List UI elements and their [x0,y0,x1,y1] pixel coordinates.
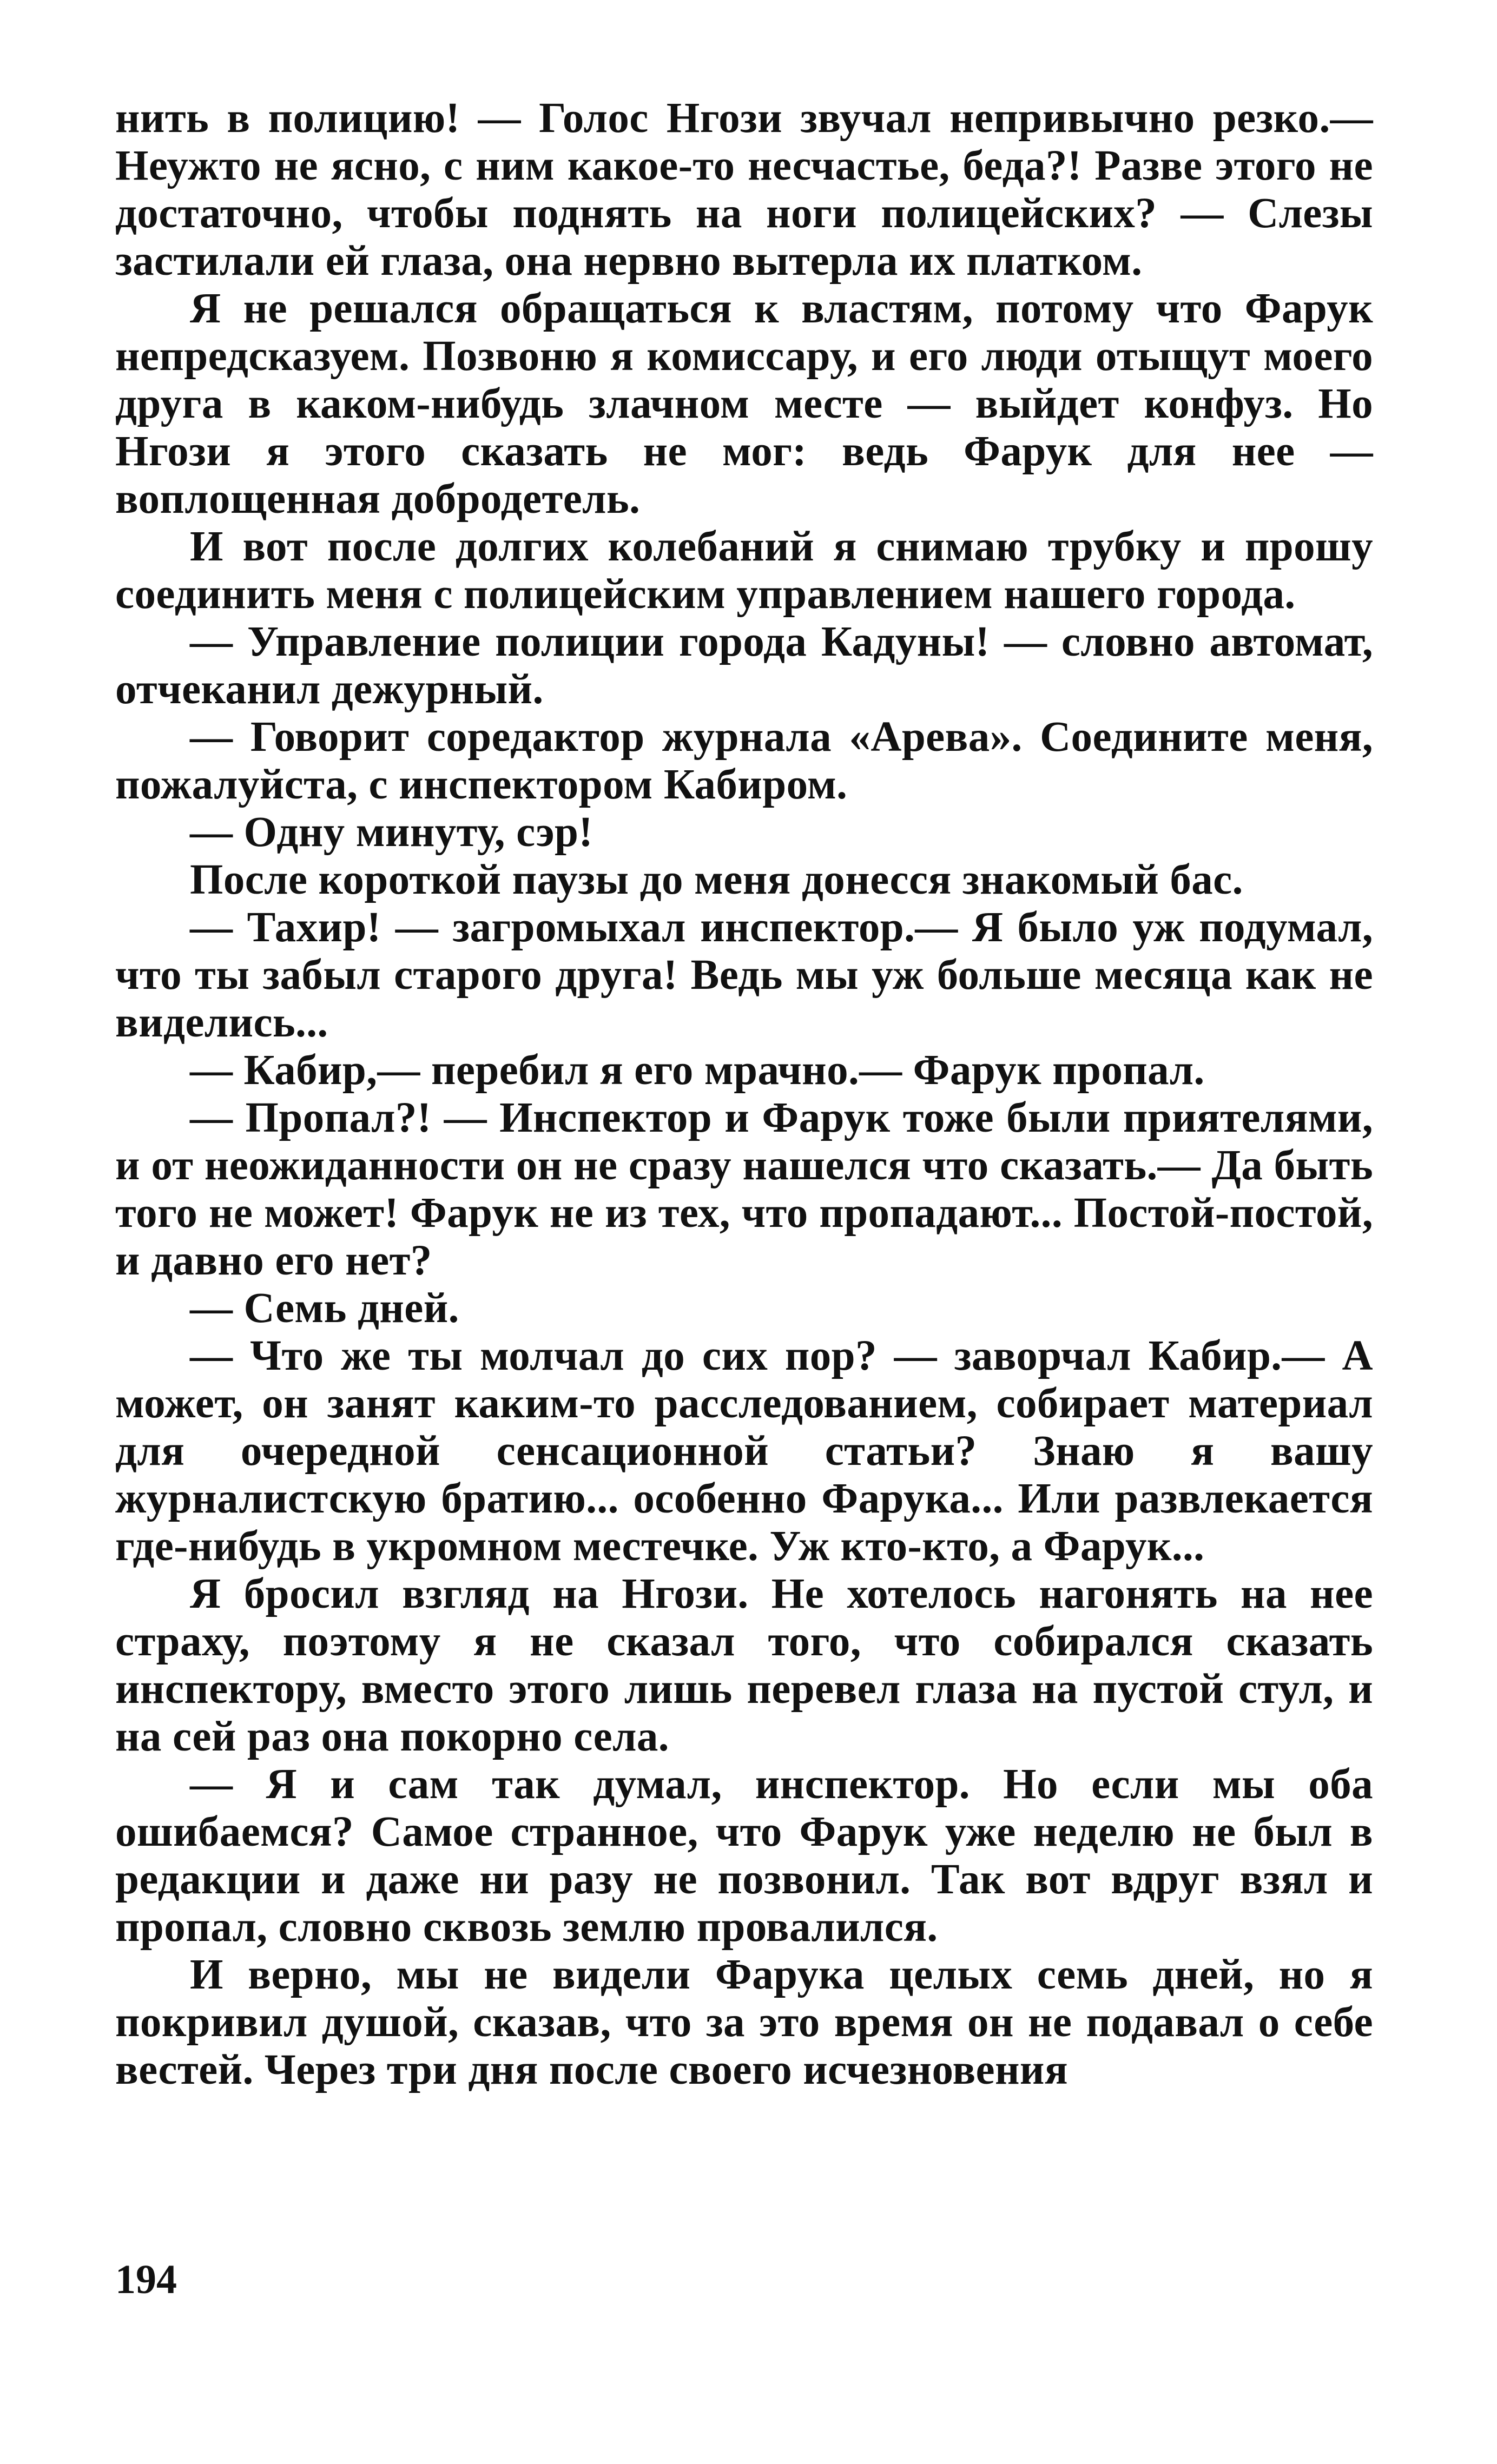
paragraph-6: — Одну минуту, сэр! [190,809,593,856]
paragraph-15: И верно, мы не видели Фарука целых семь дней, но я покривил душой, сказав, что за это время он не подавал о себе вестей. Через три дня после своего исчезновения [115,1951,1373,2093]
paragraph-3: И вот после долгих колебаний я снимаю трубку и прошу соединить меня с полицейским управлением нашего города. [115,523,1373,618]
paragraph-1: нить в полицию! — Голос Нгози звучал непривычно резко.— Неужто не ясно, с ним какое-то несчастье, беда?! Разве этого не достаточно, чтобы поднять на ноги полицейских? — Слезы застилали ей глаза, она нервно вытерла их платком. [115,95,1373,285]
paragraph-8: — Тахир! — загромыхал инспектор.— Я было уж подумал, что ты забыл старого друга! Ведь мы уж больше месяца как не виделись... [115,904,1373,1046]
page-number: 194 [115,2257,177,2302]
paragraph-10: — Пропал?! — Инспектор и Фарук тоже были приятелями, и от неожиданности он не сразу нашелся что сказать.— Да быть того не может! Фарук не из тех, что пропадают... Постой-постой, и давно его нет? [115,1094,1373,1284]
paragraph-7: После короткой паузы до меня донесся знакомый бас. [190,856,1243,903]
paragraph-13: Я бросил взгляд на Нгози. Не хотелось нагонять на нее страху, поэтому я не сказал того, что собирался сказать инспектору, вместо этого лишь перевел глаза на пустой стул, и на сей раз она покорно села. [115,1570,1373,1760]
paragraph-4: — Управление полиции города Кадуны! — словно автомат, отчеканил дежурный. [115,618,1373,713]
body-text [115,95,1373,2094]
paragraph-11: — Семь дней. [190,1285,459,1332]
paragraph-2: Я не решался обращаться к властям, потому что Фарук непредсказуем. Позвоню я комиссару, и его люди отыщут моего друга в каком-нибудь злачном месте — выйдет конфуз. Но Нгози я этого сказать не мог: ведь Фарук для нее — воплощенная добродетель. [115,285,1373,523]
paragraph-14: — Я и сам так думал, инспектор. Но если мы оба ошибаемся? Самое странное, что Фарук уже неделю не был в редакции и даже ни разу не позвонил. Так вот вдруг взял и пропал, словно сквозь землю провалился. [115,1761,1373,1951]
paragraph-9: — Кабир,— перебил я его мрачно.— Фарук пропал. [190,1047,1205,1094]
paragraph-5: — Говорит соредактор журнала «Арева». Соедините меня, пожалуйста, с инспектором Кабиром. [115,714,1373,808]
paragraph-12: — Что же ты молчал до сих пор? — заворчал Кабир.— А может, он занят каким-то расследованием, собирает материал для очередной сенсационной статьи? Знаю я вашу журналистскую братию... особенно Фарука... Или развлекается где-нибудь в укромном местечке. Уж кто-кто, а Фарук... [115,1332,1373,1570]
